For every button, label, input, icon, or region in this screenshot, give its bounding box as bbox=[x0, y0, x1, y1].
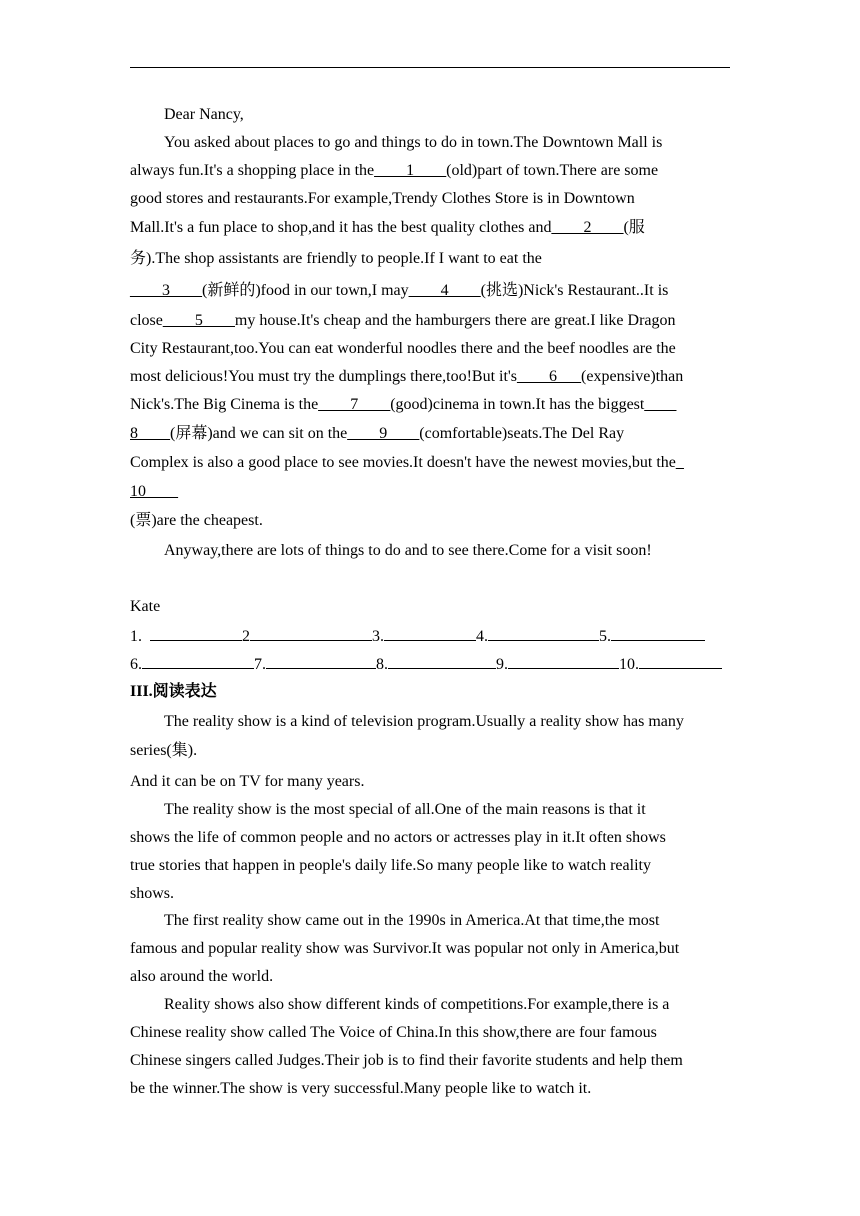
answer-blank bbox=[384, 625, 476, 641]
blank-3: ____3____ bbox=[130, 282, 202, 299]
letter-line: most delicious!You must try the dumplings there,too!But it's____6___(expensive)than bbox=[130, 368, 684, 385]
letter-line: (票)are the cheapest. bbox=[130, 512, 263, 529]
answer-number: 8. bbox=[376, 656, 388, 673]
answer-blank bbox=[388, 653, 496, 669]
answer-blank bbox=[250, 625, 372, 641]
passage-line: series(集). bbox=[130, 742, 198, 759]
passage-line: Reality shows also show different kinds of competitions.For example,there is a bbox=[164, 996, 670, 1013]
letter-line bbox=[130, 482, 730, 502]
letter-line: Mall.It's a fun place to shop,and it has the best quality clothes and____2____(服 bbox=[130, 219, 645, 236]
answer-row-1 bbox=[130, 625, 730, 647]
blank-1: ____1____ bbox=[374, 162, 447, 179]
letter-line: close____5____my house.It's cheap and the hamburgers there are great.I like Dragon bbox=[130, 312, 676, 329]
letter-line: 务).The shop assistants are friendly to people.If I want to eat the bbox=[130, 250, 542, 267]
answer-number: 9. bbox=[496, 656, 508, 673]
answer-blank bbox=[150, 625, 242, 641]
letter-line: City Restaurant,too.You can eat wonderful noodles there and the beef noodles are the bbox=[130, 340, 676, 357]
blank-9: ____9____ bbox=[347, 425, 420, 442]
passage-line: be the winner.The show is very successful.Many people like to watch it. bbox=[130, 1080, 592, 1097]
passage-line: shows. bbox=[130, 885, 175, 902]
blank-6: ____6___ bbox=[517, 368, 582, 385]
passage-line: The reality show is the most special of all.One of the main reasons is that it bbox=[164, 801, 646, 818]
passage-line: shows the life of common people and no actors or actresses play in it.It often shows bbox=[130, 829, 666, 846]
blank-10: 10____ bbox=[130, 483, 178, 500]
answer-number: 1. bbox=[130, 628, 142, 645]
letter-signature: Kate bbox=[130, 598, 161, 615]
passage-line: true stories that happen in people's daily life.So many people like to watch reality bbox=[130, 857, 651, 874]
blank-8: 8____ bbox=[130, 425, 170, 442]
letter-line: ____3____(新鲜的)food in our town,I may____4____(挑选)Nick's Restaurant..It is bbox=[130, 282, 669, 299]
answer-blank bbox=[611, 625, 705, 641]
blank-7: ____7____ bbox=[318, 396, 391, 413]
answer-blank bbox=[508, 653, 619, 669]
answer-row-2 bbox=[130, 653, 730, 675]
passage-line: famous and popular reality show was Survivor.It was popular not only in America,but bbox=[130, 940, 680, 957]
answer-blank bbox=[266, 653, 376, 669]
header-rule bbox=[130, 67, 730, 68]
passage-line: The reality show is a kind of television program.Usually a reality show has many bbox=[164, 713, 684, 730]
answer-number: 10. bbox=[619, 656, 639, 673]
letter-line: good stores and restaurants.For example,Trendy Clothes Store is in Downtown bbox=[130, 190, 635, 207]
blank-4: ____4____ bbox=[408, 282, 481, 299]
answer-blank bbox=[142, 653, 254, 669]
answer-number: 3. bbox=[372, 628, 384, 645]
answer-number: 2 bbox=[242, 628, 250, 645]
letter-line: You asked about places to go and things to do in town.The Downtown Mall is bbox=[164, 134, 663, 151]
letter-closing: Anyway,there are lots of things to do and to see there.Come for a visit soon! bbox=[164, 542, 652, 559]
answer-number: 7. bbox=[254, 656, 266, 673]
blank-5: ____5____ bbox=[162, 312, 235, 329]
passage-line: Chinese singers called Judges.Their job is to find their favorite students and help them bbox=[130, 1052, 683, 1069]
answer-number: 5. bbox=[599, 628, 611, 645]
letter-line: Complex is also a good place to see movies.It doesn't have the newest movies,but the_ bbox=[130, 454, 684, 471]
letter-line: Nick's.The Big Cinema is the____7____(good)cinema in town.It has the biggest____ bbox=[130, 396, 677, 413]
passage-line: And it can be on TV for many years. bbox=[130, 773, 365, 790]
answer-blank bbox=[639, 653, 722, 669]
letter-line: 8____(屏幕)and we can sit on the____9____(comfortable)seats.The Del Ray bbox=[130, 425, 625, 442]
letter-greeting: Dear Nancy, bbox=[164, 106, 244, 123]
passage-line: The first reality show came out in the 1990s in America.At that time,the most bbox=[164, 912, 660, 929]
answer-number: 4. bbox=[476, 628, 488, 645]
answer-number: 6. bbox=[130, 656, 142, 673]
passage-line: Chinese reality show called The Voice of China.In this show,there are four famous bbox=[130, 1024, 657, 1041]
section-heading: III.阅读表达 bbox=[130, 683, 217, 700]
answer-blank bbox=[488, 625, 599, 641]
blank-2: ____2____ bbox=[551, 219, 624, 236]
letter-line: always fun.It's a shopping place in the____1____(old)part of town.There are some bbox=[130, 162, 659, 179]
passage-line: also around the world. bbox=[130, 968, 274, 985]
